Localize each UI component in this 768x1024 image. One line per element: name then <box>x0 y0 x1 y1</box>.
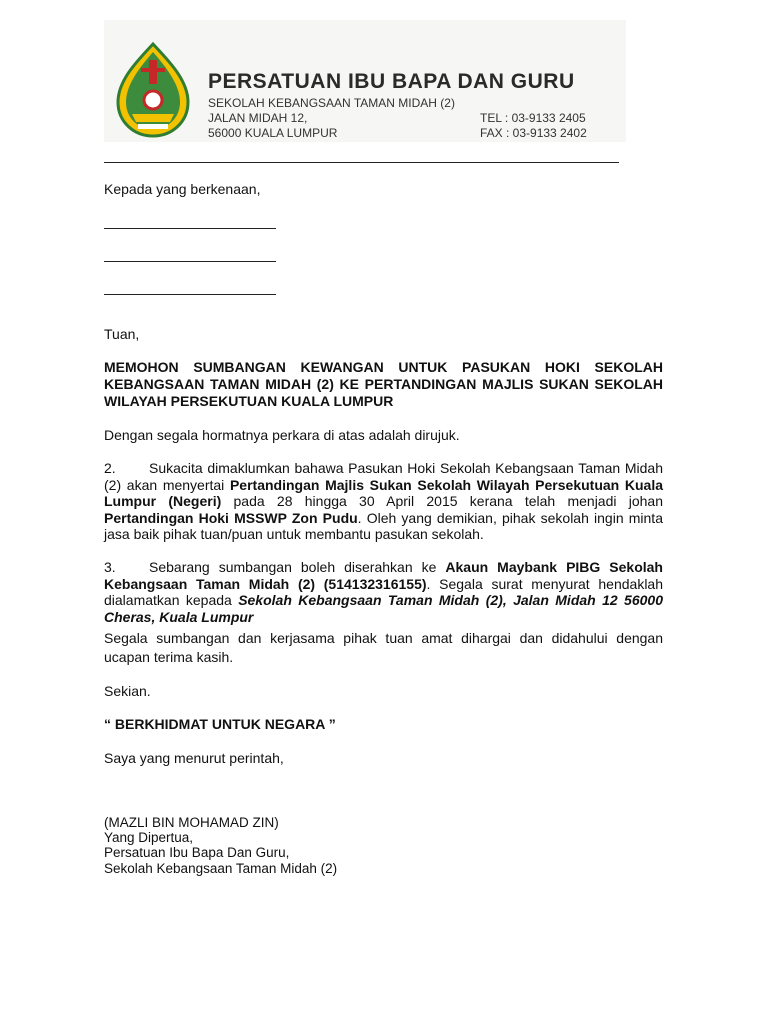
signatory-name: (MAZLI BIN MOHAMAD ZIN) <box>104 815 279 830</box>
motto: “ BERKHIDMAT UNTUK NEGARA ” <box>104 716 336 732</box>
sign-off: Saya yang menurut perintah, <box>104 750 284 766</box>
school-crest-icon <box>116 42 190 138</box>
recipient-line-2 <box>104 261 276 262</box>
competition-name: Pertandingan Majlis Sukan Sekolah Wilayah Persekutuan Kuala Lumpur (Negeri) <box>104 476 664 509</box>
letterhead-divider <box>104 162 619 163</box>
paragraph-3-number: 3. <box>104 559 116 575</box>
signatory-title: Yang Dipertua, <box>104 830 194 846</box>
paragraph-2-text: Sukacita dimaklumkan bahawa Pasukan Hoki Sekolah Kebangsaan Taman Midah (2) akan menyertai <box>104 460 663 493</box>
paragraph-2 <box>104 460 663 543</box>
signatory-organization: Persatuan Ibu Bapa Dan Guru, <box>104 845 290 861</box>
paragraph-3-text: . Segala surat menyurat hendaklah dialamatkan kepada <box>104 575 663 608</box>
paragraph-2-text: pada 28 hingga 30 April 2015 kerana telah menjadi johan <box>221 493 663 509</box>
greeting: Tuan, <box>104 326 140 342</box>
recipient-line-3 <box>104 294 276 295</box>
paragraph-2-text: . Oleh yang demikian, pihak sekolah ingin minta jasa baik pihak tuan/puan untuk membantu pasukan sekolah. <box>104 509 663 542</box>
school-name: SEKOLAH KEBANGSAAN TAMAN MIDAH (2) <box>208 96 455 110</box>
address-line-1: JALAN MIDAH 12, <box>208 111 308 125</box>
closing: Sekian. <box>104 683 151 699</box>
signature-block <box>104 815 337 876</box>
telephone: TEL : 03-9133 2405 <box>480 111 586 125</box>
mailing-address: Sekolah Kebangsaan Taman Midah (2), Jalan Midah 12 56000 Cheras, Kuala Lumpur <box>104 592 663 625</box>
signatory-school: Sekolah Kebangsaan Taman Midah (2) <box>104 860 338 876</box>
paragraph-4: Segala sumbangan dan kerjasama pihak tuan amat dihargai dan didahului dengan ucapan terima kasih. <box>104 630 663 665</box>
organization-name: PERSATUAN IBU BAPA DAN GURU <box>208 70 575 93</box>
paragraph-3-text: Sebarang sumbangan boleh diserahkan ke <box>149 559 446 575</box>
paragraph-2-number: 2. <box>104 460 116 476</box>
recipient-line-1 <box>104 228 276 229</box>
letter-subject: MEMOHON SUMBANGAN KEWANGAN UNTUK PASUKAN HOKI SEKOLAH KEBANGSAAN TAMAN MIDAH (2) KE PERTANDINGAN MAJLIS SUKAN SEKOLAH WILAYAH PERSEKUTUAN KUALA LUMPUR <box>104 359 663 409</box>
paragraph-1: Dengan segala hormatnya perkara di atas adalah dirujuk. <box>104 427 460 443</box>
paragraph-3 <box>104 559 663 625</box>
bank-account: Akaun Maybank PIBG Sekolah Kebangsaan Taman Midah (2) (514132316155) <box>104 559 663 592</box>
zone-competition-name: Pertandingan Hoki MSSWP Zon Pudu <box>104 509 358 526</box>
fax: FAX : 03-9133 2402 <box>480 126 587 140</box>
salutation: Kepada yang berkenaan, <box>104 181 261 197</box>
letterhead <box>104 20 626 142</box>
address-line-2: 56000 KUALA LUMPUR <box>208 126 338 140</box>
